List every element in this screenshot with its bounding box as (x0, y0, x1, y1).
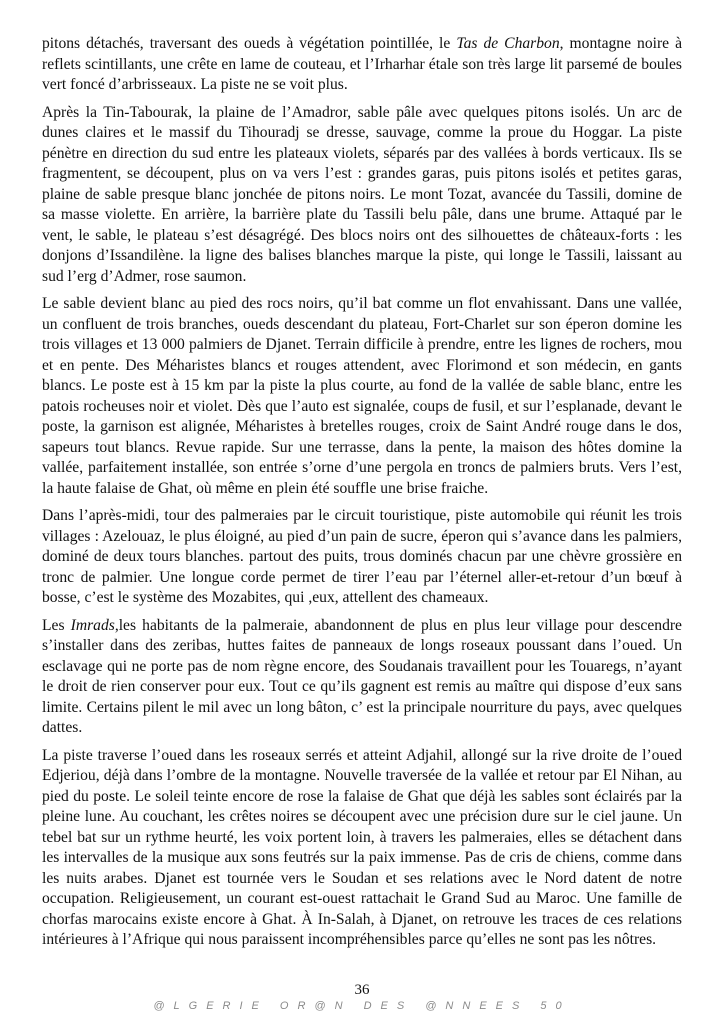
document-body (42, 34, 682, 958)
paragraph (42, 506, 682, 609)
text-run: La piste traverse l’oued dans les roseaux serrés et atteint Adjahil, allongé sur la rive droite de l’oued Edjeriou, déjà dans l’ombre de la montagne. Nouvelle traversée de la vallée et retour par El Nihan, au pied du poste. Le soleil teinte encore de rose la falaise de Ghat que déjà les sables sont éclairés par la pleine lune. Au couchant, les crêtes noires se découpent avec une précision dure sur le ciel jaune. Un tebel bat sur un rythme heurté, les voix portent loin, à travers les palmeraies, elles se détachent dans les intervalles de la musique aux sons feutrés sur la paix immense. Pas de cris de chiens, comme dans les nuits arabes. Djanet est tournée vers le Soudan et ses relations avec le Nord datent de notre occupation. Religieusement, un courant est-ouest rattachait le Grand Sud au Maroc. Une famille de chorfas marocains existe encore à Ghat. À In-Salah, à Djanet, on retrouve les traces de ces relations intérieures à l’Afrique qui nous paraissent incompréhensibles parce qu’elles ne sont pas les nôtres. (42, 746, 682, 948)
text-run: Après la Tin-Tabourak, la plaine de l’Amadror, sable pâle avec quelques pitons isolés. Un arc de dunes claires et le massif du Tihouradj se dresse, sauvage, comme la proue du Hoggar. La piste pénètre en direction du sud entre les plateaux violets, séparés par des vallées à bords verticaux. Ils se fragmentent, se découpent, plus on va vers l’est : grandes garas, puis pitons isolés et petites garas, plaine de sable presque blanc jonchée de pitons noirs. Le mont Tozat, avancée du Tassili, domine de sa masse violette. En arrière, la barrière plate du Tassili belu pâle, dans une brume. Attaqué par le vent, le sable, le plateau s’est désagrégé. Des blocs noirs ont des silhouettes de châteaux-forts : les donjons d’Issandilène. la ligne des balises blanches marque la piste, qui longe le Tassili, laissant au sud l’erg d’Admer, rose saumon. (42, 103, 682, 285)
text-run: pitons détachés, traversant des oueds à végétation pointillée, le (42, 35, 457, 52)
text-run: ,les habitants de la palmeraie, abandonnent de plus en plus leur village pour descendre s’installer dans des zeribas, huttes faites de panneaux de longs roseaux poussant dans l’oued. Un esclavage qui ne porte pas de nom règne encore, des Soudanais travaillent pour les Touaregs, n’ayant le droit de rien conserver pour eux. Tout ce qu’ils gagnent est remis au maître qui dispose d’eux sans limite. Certains pilent le mil avec un long bâton, c’ est la principale nourriture du pays, avec quelques dattes. (42, 616, 682, 736)
text-run: Le sable devient blanc au pied des rocs noirs, qu’il bat comme un flot envahissant. Dans une vallée, un confluent de trois branches, oueds descendant du plateau, Fort-Charlet sur son éperon domine les trois villages et 13 000 palmiers de Djanet. Terrain difficile à prendre, entre les lignes de rochers, mou et en pente. Des Méharistes blancs et rouges attendent, avec Florimond et son médecin, en gants blancs. Le poste est à 15 km par la piste la plus courte, au fond de la vallée de sable blanc, entre les patois rocheuses noir et violet. Dès que l’auto est signalée, coups de fusil, et sur l’esplanade, devant le poste, la garnison est alignée, Méharistes à bretelles rouges, croix de Saint André rouge dans le dos, sapeurs tout blancs. Revue rapide. Sur une terrasse, dans la pente, la maison des hôtes domine la vallée, parfaitement installée, son entrée s’orne d’une pergola en troncs de palmiers bruts. Vers l’est, la haute falaise de Ghat, où même en plein été souffle une brise fraiche. (42, 295, 682, 497)
footer-watermark: @LGERIE OR@N DES @NNEES 50 (153, 1000, 571, 1012)
text-run: Les (42, 616, 71, 634)
paragraph (42, 616, 682, 739)
page-number: 36 (354, 982, 370, 998)
paragraph (42, 746, 682, 951)
italic-text: Tas de Charbon (456, 35, 560, 52)
italic-text: Imrads (70, 616, 115, 634)
paragraph (42, 294, 682, 499)
text-run: Dans l’après-midi, tour des palmeraies par le circuit touristique, piste automobile qui réunit les trois villages : Azelouaz, le plus éloigné, au pied d’un pain de sucre, éperon qui s’avance dans les palmiers, dominé de deux tours blanches. partout des puits, trous dominés chacun par une chèvre grossière en tronc de palmier. Une longue corde permet de tirer l’eau par l’éternel aller-et-retour d’un bœuf à bosse, c’est le système des Mozabites, qui ,eux, attellent des chameaux. (42, 507, 682, 606)
text-run: , montagne noire à reflets scintillants, une crête en lame de couteau, et l’Irharhar étale son très large lit parsemé de boules vert foncé d’arbrisseaux. La piste ne se voit plus. (42, 35, 682, 93)
paragraph (42, 103, 682, 288)
paragraph (42, 34, 682, 96)
